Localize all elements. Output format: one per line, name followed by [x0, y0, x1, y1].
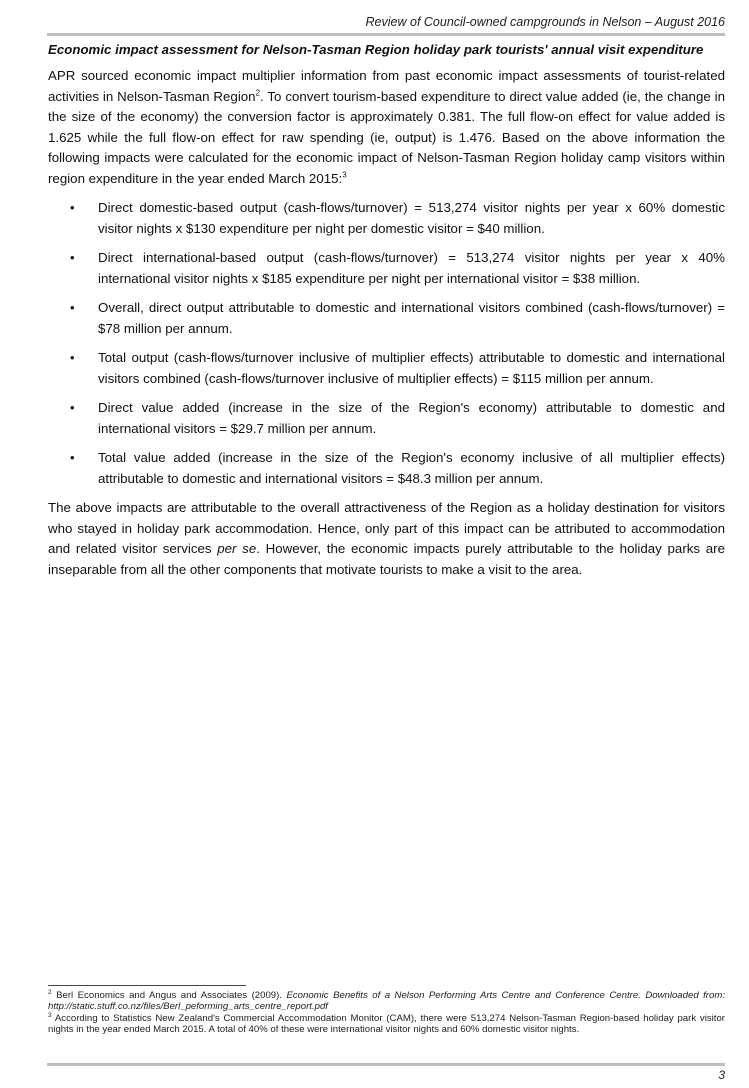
- bullet-text: Total output (cash-flows/turnover inclusive of multiplier effects) attributable to domestic and international visitors combined (cash-flows/turnover inclusive of multiplier effects) = $115 million per annum.: [98, 350, 725, 386]
- bullet-text: Direct domestic-based output (cash-flows/turnover) = 513,274 visitor nights per year x 60% domestic visitor nights x $130 expenditure per night per domestic visitor = $40 million.: [98, 200, 725, 236]
- intro-text-part2: . To convert tourism-based expenditure to direct value added (ie, the change in the size of the economy) the conversion factor is approximately 0.381. The full flow-on effect for value added is 1.625 while the full flow-on effect for raw spending (ie, output) is 1.476. Based on the above information the following impacts were calculated for the economic impact of Nelson-Tasman Region holiday camp visitors within region expenditure in the year ended March 2015:: [48, 88, 725, 186]
- bullet-icon: •: [70, 250, 75, 265]
- bullet-item: [48, 448, 725, 489]
- bullet-icon: •: [70, 450, 75, 465]
- bullet-icon: •: [70, 300, 75, 315]
- bullet-text: Total value added (increase in the size of the Region's economy inclusive of all multiplier effects) attributable to domestic and international visitors = $48.3 million per annum.: [98, 450, 725, 486]
- running-header: Review of Council-owned campgrounds in Nelson – August 2016: [365, 15, 725, 29]
- page-number: 3: [718, 1068, 725, 1082]
- footnote-ref-3: 3: [342, 170, 347, 180]
- bullet-icon: •: [70, 200, 75, 215]
- intro-paragraph: [48, 66, 725, 189]
- intro-text-part1: APR sourced economic impact multiplier information from past economic impact assessments of tourist-related activities in Nelson-Tasman Region: [48, 68, 725, 104]
- closing-text-part2: . However, the economic impacts purely attributable to the holiday parks are inseparable from all the other components that motivate tourists to make a visit to the area.: [48, 541, 725, 577]
- footnote-ref-2: 2: [255, 88, 261, 98]
- footnote-citation-title: Economic Benefits of a Nelson Performing Arts Centre and Conference Centre. Downloaded from: http://static.stuff.co.nz/files/Berl_peforming_arts_centre_report.pdf: [48, 990, 725, 1013]
- bullet-item: [48, 298, 725, 339]
- footnotes: [48, 990, 725, 1036]
- bullet-icon: •: [70, 350, 75, 365]
- bullet-item: [48, 348, 725, 389]
- header-rule: [47, 33, 725, 36]
- section-heading: Economic impact assessment for Nelson-Tasman Region holiday park tourists' annual visit expenditure: [48, 42, 704, 57]
- footnote-rule: [48, 985, 246, 986]
- footer-rule: [47, 1063, 725, 1066]
- bullet-text: Direct international-based output (cash-flows/turnover) = 513,274 visitor nights per year x 40% international visitor nights x $185 expenditure per night per international visitor = $38 million.: [98, 250, 725, 286]
- bullet-text: Direct value added (increase in the size of the Region's economy) attributable to domestic and international visitors = $29.7 million per annum.: [98, 400, 725, 436]
- footnote-3: [48, 1013, 725, 1036]
- main-content: [48, 40, 725, 580]
- closing-italic-text: per se: [217, 541, 257, 556]
- bullet-item: [48, 398, 725, 439]
- closing-text-part1: The above impacts are attributable to the overall attractiveness of the Region as a holiday destination for visitors who stayed in holiday park accommodation. Hence, only part of this impact can be attributed to accommodation and related visitor services: [48, 500, 725, 556]
- footnote-mark: 2: [48, 988, 52, 996]
- bullet-icon: •: [70, 400, 75, 415]
- bullet-item: [48, 198, 725, 239]
- footnote-text: According to Statistics New Zealand's Commercial Accommodation Monitor (CAM), there were 513,274 Nelson-Tasman Region-based holiday park visitor nights in the year ended March 2015. A total of 40% of these were international visitor nights and 60% domestic visitor nights.: [48, 1012, 725, 1036]
- bullet-item: [48, 248, 725, 289]
- footnote-text: Berl Economics and Angus and Associates (2009).: [51, 990, 287, 1001]
- impact-bullet-list: [48, 198, 725, 489]
- bullet-text: Overall, direct output attributable to domestic and international visitors combined (cash-flows/turnover) = $78 million per annum.: [98, 300, 725, 336]
- footnote-2: [48, 990, 725, 1013]
- footnote-mark: 3: [48, 1011, 52, 1019]
- closing-paragraph: [48, 498, 725, 580]
